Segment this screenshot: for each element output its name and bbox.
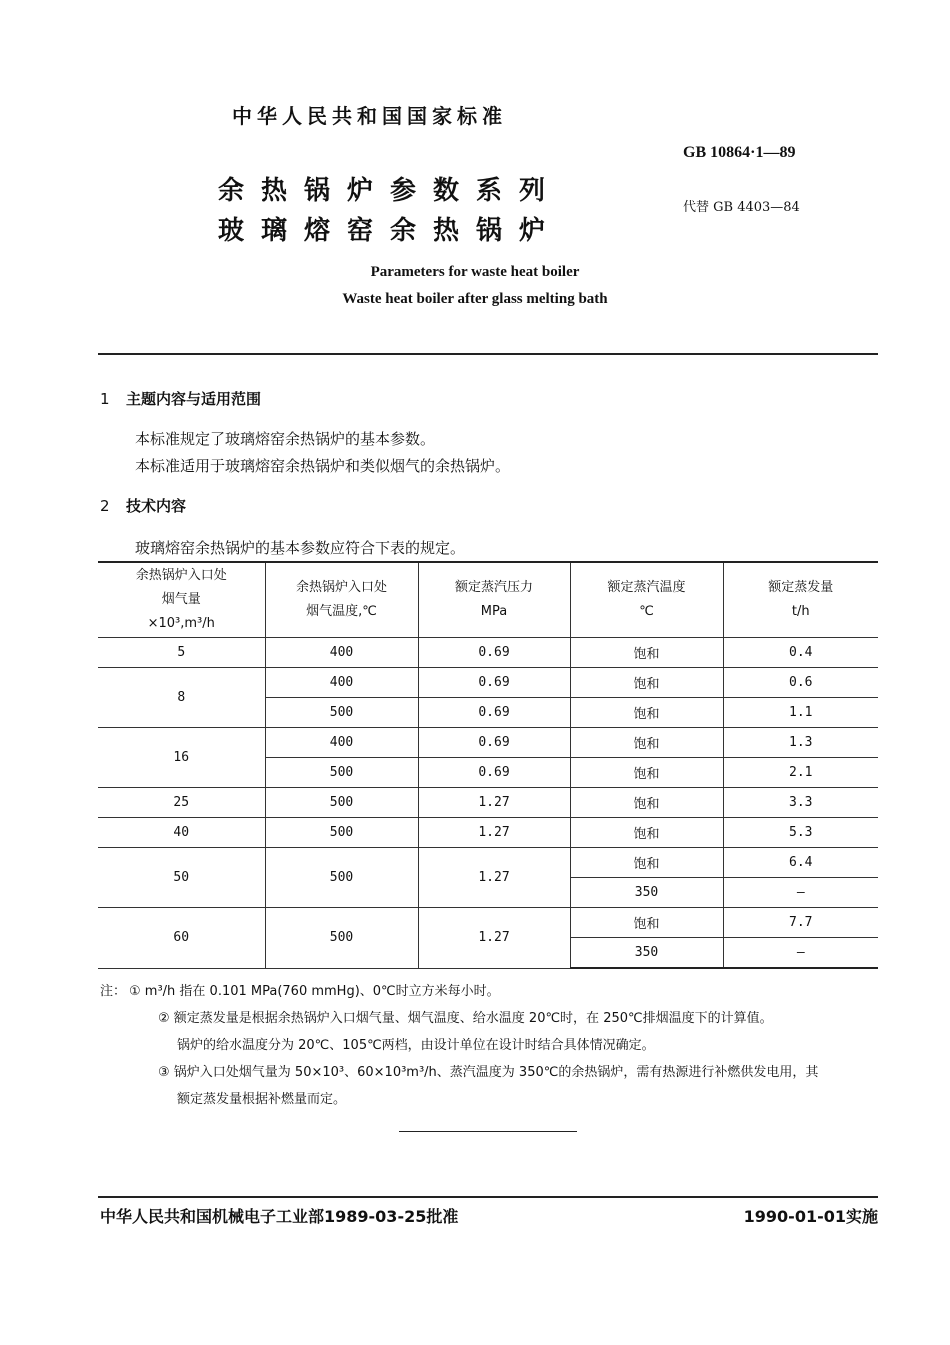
section-2-heading <box>100 495 186 516</box>
note-2 <box>100 1005 890 1032</box>
title-en-line2: Waste heat boiler after glass melting bath <box>342 291 608 307</box>
title-cn-line1: 余热锅炉参数系列 <box>218 176 563 206</box>
cell-steam-temp: 350 <box>570 878 723 908</box>
cell-gas-temp: 500 <box>265 698 418 728</box>
header-pressure <box>418 562 570 638</box>
cell-pressure: 0.69 <box>418 758 570 788</box>
cell-steam-temp: 饱和 <box>570 758 723 788</box>
header-flow <box>98 562 265 638</box>
cell-pressure: 0.69 <box>418 668 570 698</box>
cell-gas-temp: 400 <box>265 668 418 698</box>
header-flow-line1: 余热锅炉入口处 <box>135 568 227 583</box>
cell-pressure: 1.27 <box>418 908 570 969</box>
cell-gas-temp: 400 <box>265 728 418 758</box>
cell-pressure: 0.69 <box>418 728 570 758</box>
footer-divider <box>98 1196 878 1198</box>
note-2-continued <box>100 1032 890 1059</box>
cell-gas-temp: 500 <box>265 848 418 908</box>
end-mark-rule <box>399 1131 577 1132</box>
cell-steam-temp: 饱和 <box>570 818 723 848</box>
cell-steam-temp: 饱和 <box>570 848 723 878</box>
standard-code: GB 10864·1—89 <box>683 144 796 161</box>
table-row <box>98 668 878 698</box>
cell-pressure: 1.27 <box>418 818 570 848</box>
header-flow-line3: ×10³,m³/h <box>147 616 215 631</box>
section-1-paragraph-1: 本标准规定了玻璃熔窑余热锅炉的基本参数。 <box>135 430 436 448</box>
effective-date: 1990-01-01实施 <box>743 1207 878 1226</box>
note-3-text: ③ 锅炉入口处烟气量为 50×10³、60×10³m³/h、蒸汽温度为 350℃的余热锅炉，需有热源进行补燃供发电用，其 <box>158 1065 819 1080</box>
cell-flow: 25 <box>98 788 265 818</box>
table-row <box>98 638 878 668</box>
section-2-number: 2 <box>100 497 110 515</box>
cell-flow: 50 <box>98 848 265 908</box>
cell-pressure: 1.27 <box>418 788 570 818</box>
cell-steam-temp: 饱和 <box>570 908 723 938</box>
table-header-row <box>98 562 878 638</box>
cell-steam-temp: 饱和 <box>570 638 723 668</box>
note-1 <box>100 978 890 1005</box>
replaces-standard: 代替 GB 4403—84 <box>683 200 800 215</box>
cell-evaporation: 2.1 <box>723 758 878 788</box>
cell-flow: 40 <box>98 818 265 848</box>
section-2-title: 技术内容 <box>126 497 187 515</box>
cell-steam-temp: 饱和 <box>570 698 723 728</box>
title-cn-line2: 玻璃熔窑余热锅炉 <box>218 216 563 246</box>
cell-gas-temp: 500 <box>265 788 418 818</box>
cell-evaporation: 5.3 <box>723 818 878 848</box>
header-evaporation-line2: t/h <box>791 604 810 619</box>
note-2-text: ② 额定蒸发量是根据余热锅炉入口烟气量、烟气温度、给水温度 20℃时，在 250℃排烟温度下的计算值。 <box>158 1011 773 1026</box>
cell-evaporation: 3.3 <box>723 788 878 818</box>
section-1-number: 1 <box>100 390 110 408</box>
header-steam-temp <box>570 562 723 638</box>
header-flow-line2: 烟气量 <box>161 592 201 607</box>
issuing-authority: 中华人民共和国国家标准 <box>232 104 507 128</box>
cell-evaporation: 0.6 <box>723 668 878 698</box>
cell-evaporation: 1.1 <box>723 698 878 728</box>
cell-gas-temp: 500 <box>265 758 418 788</box>
cell-gas-temp: 500 <box>265 818 418 848</box>
cell-steam-temp: 饱和 <box>570 668 723 698</box>
section-1-paragraph-2: 本标准适用于玻璃熔窑余热锅炉和类似烟气的余热锅炉。 <box>135 457 511 475</box>
cell-flow: 16 <box>98 728 265 788</box>
parameters-table <box>98 561 878 969</box>
cell-steam-temp: 350 <box>570 938 723 969</box>
header-gas-temp-line2: 烟气温度,℃ <box>306 604 377 619</box>
approval-line: 中华人民共和国机械电子工业部1989-03-25批准 <box>100 1207 459 1226</box>
table-row <box>98 848 878 878</box>
note-3-continued <box>100 1086 890 1113</box>
cell-evaporation: 7.7 <box>723 908 878 938</box>
header-evaporation-line1: 额定蒸发量 <box>768 580 834 595</box>
header-steam-temp-line1: 额定蒸汽温度 <box>607 580 686 595</box>
section-2-paragraph-1: 玻璃熔窑余热锅炉的基本参数应符合下表的规定。 <box>135 539 466 557</box>
cell-evaporation: — <box>723 938 878 969</box>
header-gas-temp-line1: 余热锅炉入口处 <box>295 580 387 595</box>
cell-evaporation: 6.4 <box>723 848 878 878</box>
cell-evaporation: 1.3 <box>723 728 878 758</box>
cell-steam-temp: 饱和 <box>570 728 723 758</box>
header-evaporation <box>723 562 878 638</box>
cell-pressure: 0.69 <box>418 698 570 728</box>
note-1-text: ① m³/h 指在 0.101 MPa(760 mmHg)、0℃时立方米每小时。 <box>129 984 500 999</box>
header-pressure-line1: 额定蒸汽压力 <box>454 580 533 595</box>
cell-pressure: 0.69 <box>418 638 570 668</box>
header-divider <box>98 353 878 355</box>
cell-flow: 8 <box>98 668 265 728</box>
cell-flow: 5 <box>98 638 265 668</box>
table-row <box>98 818 878 848</box>
header-steam-temp-line2: ℃ <box>639 604 654 619</box>
header-gas-temp <box>265 562 418 638</box>
cell-pressure: 1.27 <box>418 848 570 908</box>
cell-gas-temp: 400 <box>265 638 418 668</box>
title-en-line1: Parameters for waste heat boiler <box>370 264 580 280</box>
note-2-continued-text: 锅炉的给水温度分为 20℃、105℃两档，由设计单位在设计时结合具体情况确定。 <box>177 1038 655 1053</box>
cell-evaporation: 0.4 <box>723 638 878 668</box>
cell-steam-temp: 饱和 <box>570 788 723 818</box>
notes-label: 注： <box>100 984 127 999</box>
table-row <box>98 788 878 818</box>
cell-evaporation: — <box>723 878 878 908</box>
header-pressure-line2: MPa <box>480 604 508 619</box>
note-3-continued-text: 额定蒸发量根据补燃量而定。 <box>177 1092 347 1107</box>
table-notes <box>100 978 890 1113</box>
section-1-heading <box>100 388 261 409</box>
section-1-title: 主题内容与适用范围 <box>126 390 262 408</box>
table-row <box>98 908 878 938</box>
table-row <box>98 728 878 758</box>
cell-flow: 60 <box>98 908 265 969</box>
cell-gas-temp: 500 <box>265 908 418 969</box>
note-3 <box>100 1059 890 1086</box>
